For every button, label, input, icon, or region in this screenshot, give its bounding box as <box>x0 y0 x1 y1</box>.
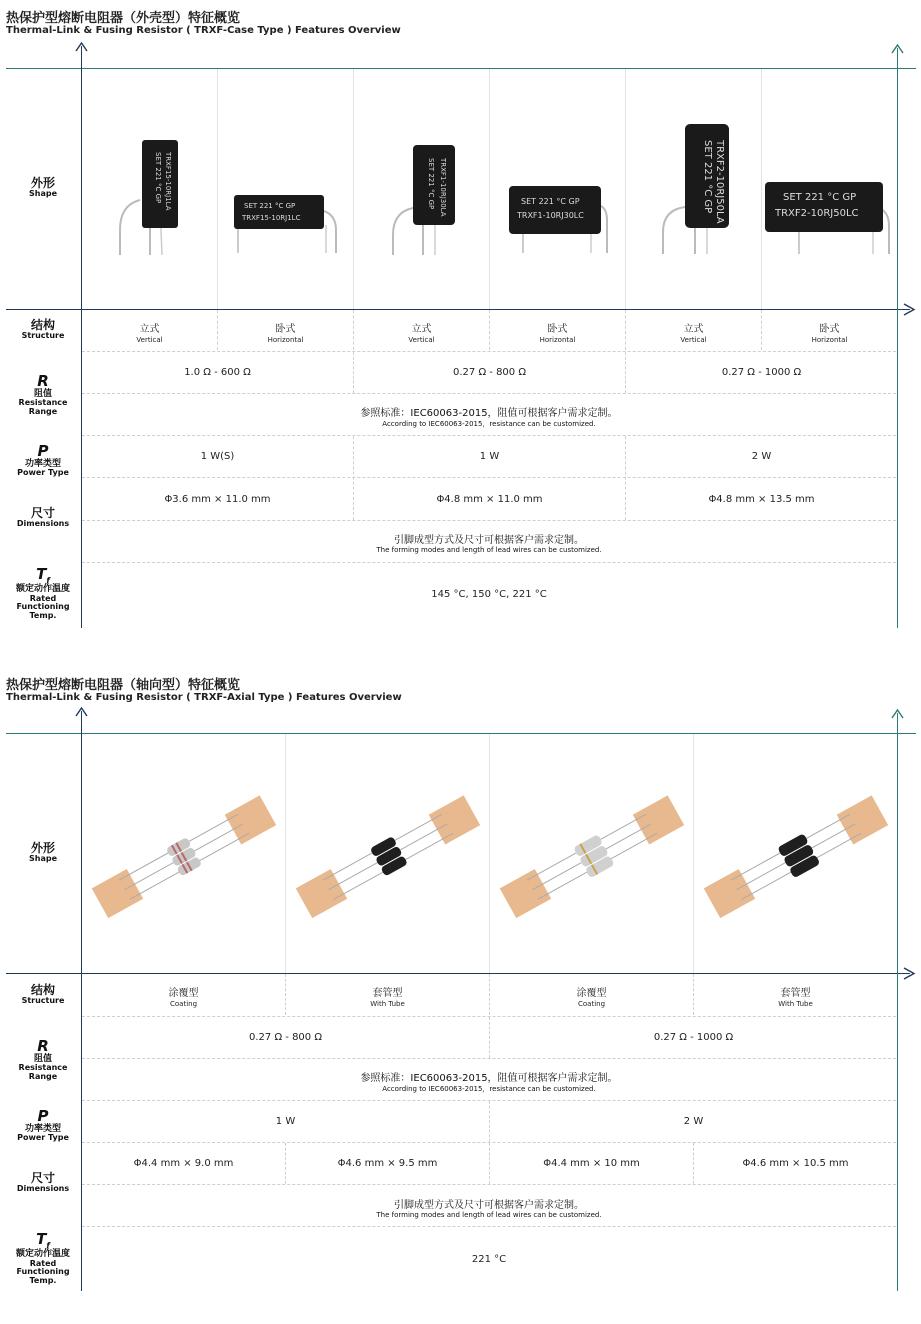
shape-label-cn: 外形 <box>30 841 55 855</box>
power-cell: 1 W <box>479 451 500 462</box>
structure-cell <box>762 320 897 344</box>
structure-cn: 立式 <box>139 324 160 335</box>
axial-dimensions-label <box>4 1172 82 1193</box>
product-marking: SET 221 °C GP <box>783 192 857 203</box>
structure-cn: 卧式 <box>275 324 296 335</box>
case-row-divider <box>82 393 896 394</box>
temp-symbol-sub: f <box>46 576 50 585</box>
structure-cell <box>354 320 489 344</box>
resistance-note <box>82 1069 896 1094</box>
structure-cn: 套管型 <box>780 988 811 999</box>
axial-title-cn: 热保护型熔断电阻器（轴向型）特征概览 <box>6 678 241 693</box>
structure-cell <box>218 320 353 344</box>
resistance-symbol: R <box>37 372 49 390</box>
case-photo-divider <box>625 69 626 309</box>
structure-label-cn: 结构 <box>30 983 55 997</box>
power-cell: 1 W <box>275 1116 296 1127</box>
power-symbol: P <box>37 1107 49 1125</box>
resistance-label-cn: 阻值 <box>33 1053 52 1064</box>
axial-type-section <box>0 665 921 1324</box>
axial-structure-label <box>4 984 82 1005</box>
resistance-label-en: Resistance <box>18 1063 68 1073</box>
dimensions-note-cn: 引脚成型方式及尺寸可根据客户需求定制。 <box>394 535 584 546</box>
temp-label-en: Rated <box>29 1258 57 1268</box>
temp-symbol-letter: T <box>36 1230 47 1248</box>
dimensions-note-en: The forming modes and length of lead wires can be customized. <box>376 546 602 554</box>
case-row-divider <box>82 435 896 436</box>
structure-cell <box>82 320 217 344</box>
product-marking: TRXF2-10RJ50LA <box>714 140 725 224</box>
case-x-axis <box>6 309 910 310</box>
case-dimensions-label <box>4 507 82 528</box>
temp-label-en: Temp. <box>29 610 57 620</box>
product-photo-vertical-small <box>110 130 190 260</box>
case-x-axis-arrow-icon <box>903 304 915 315</box>
product-marking: TRXF15-10RJ1LA <box>164 152 172 211</box>
structure-en: Horizontal <box>539 336 576 344</box>
case-photo-divider <box>217 69 218 309</box>
dimensions-cell: Φ4.4 mm × 10 mm <box>543 1158 640 1169</box>
case-y-axis-arrow-icon <box>76 42 87 52</box>
product-marking: SET 221 °C GP <box>427 158 435 210</box>
product-photo-coating-2 <box>493 780 689 930</box>
structure-cn: 涂覆型 <box>168 988 199 999</box>
axial-power-label <box>4 1109 82 1143</box>
case-power-label <box>4 444 82 478</box>
power-label-en: Power Type <box>17 468 69 478</box>
structure-cell <box>490 984 693 1008</box>
case-structure-label <box>4 319 82 340</box>
structure-en: Vertical <box>136 336 163 344</box>
axial-row-divider <box>82 1226 896 1227</box>
temp-symbol <box>4 1232 82 1250</box>
dimensions-note <box>82 1196 896 1219</box>
dimensions-note <box>82 531 896 554</box>
case-temp-label <box>4 567 82 620</box>
axial-title-en: Thermal-Link & Fusing Resistor ( TRXF-Axial Type ) Features Overview <box>6 692 402 703</box>
structure-en: Coating <box>169 1000 198 1008</box>
case-title-en: Thermal-Link & Fusing Resistor ( TRXF-Case Type ) Features Overview <box>6 25 401 36</box>
product-photo-coating-1 <box>85 780 281 930</box>
structure-cn: 涂覆型 <box>576 988 607 999</box>
axial-photo-divider <box>489 734 490 973</box>
product-photo-horizontal-medium <box>503 180 613 255</box>
structure-cell <box>82 984 285 1008</box>
axial-y-axis-arrow-icon <box>76 707 87 717</box>
temp-cell: 221 °C <box>471 1254 507 1265</box>
temp-label-cn: 额定动作温度 <box>15 1249 70 1260</box>
case-type-section <box>0 0 921 640</box>
case-photo-divider <box>761 69 762 309</box>
axial-top-rule <box>6 733 916 734</box>
resistance-cell: 1.0 Ω - 600 Ω <box>184 367 251 378</box>
resistance-cell: 0.27 Ω - 1000 Ω <box>721 367 802 378</box>
temp-label-en: Functioning <box>16 602 70 612</box>
structure-cell <box>286 984 489 1008</box>
power-cell: 2 W <box>751 451 772 462</box>
dimensions-label-cn: 尺寸 <box>30 506 55 520</box>
shape-label-cn: 外形 <box>30 176 55 190</box>
structure-cn: 套管型 <box>372 988 403 999</box>
temp-symbol <box>4 567 82 585</box>
structure-en: Vertical <box>680 336 707 344</box>
dimensions-cell: Φ4.6 mm × 9.5 mm <box>337 1158 438 1169</box>
structure-en: Coating <box>577 1000 606 1008</box>
case-title-cn: 热保护型熔断电阻器（外壳型）特征概览 <box>6 11 241 26</box>
temp-symbol-sub: f <box>46 1241 50 1250</box>
axial-right-axis <box>897 713 898 1291</box>
case-photo-divider <box>489 69 490 309</box>
resistance-symbol: R <box>37 1037 49 1055</box>
product-marking: TRXF15-10RJ1LC <box>242 214 301 222</box>
axial-temp-label <box>4 1232 82 1285</box>
temp-label-en: Functioning <box>16 1267 70 1277</box>
axial-right-axis-arrow-icon <box>892 709 903 719</box>
dimensions-cell: Φ3.6 mm × 11.0 mm <box>164 494 271 505</box>
dimensions-label-en: Dimensions <box>16 518 70 528</box>
structure-label-cn: 结构 <box>30 318 55 332</box>
structure-cn: 立式 <box>683 324 704 335</box>
structure-en: Vertical <box>408 336 435 344</box>
case-photo-divider <box>353 69 354 309</box>
product-marking: TRXF2-10RJ50LC <box>775 208 859 219</box>
temp-label-cn: 额定动作温度 <box>15 584 70 595</box>
structure-cn: 卧式 <box>819 324 840 335</box>
product-photo-vertical-medium <box>385 140 465 260</box>
dimensions-cell: Φ4.8 mm × 11.0 mm <box>436 494 543 505</box>
axial-x-axis <box>6 973 910 974</box>
power-label-en: Power Type <box>17 1133 69 1143</box>
structure-en: Horizontal <box>267 336 304 344</box>
structure-cn: 立式 <box>411 324 432 335</box>
case-top-rule <box>6 68 916 69</box>
product-marking: SET 221 °C GP <box>244 202 296 210</box>
resistance-cell: 0.27 Ω - 1000 Ω <box>653 1032 734 1043</box>
structure-label-en: Structure <box>21 330 65 340</box>
structure-en: With Tube <box>370 1000 405 1008</box>
case-shape-label <box>4 177 82 198</box>
axial-row-divider <box>82 1184 896 1185</box>
temp-symbol-letter: T <box>36 565 47 583</box>
structure-en: With Tube <box>778 1000 813 1008</box>
axial-row-divider <box>82 1058 896 1059</box>
product-photo-tube-1 <box>289 780 485 930</box>
resistance-note-en: According to IEC60063-2015，resistance can be customized. <box>382 420 596 428</box>
case-row-divider <box>82 477 896 478</box>
shape-label-en: Shape <box>28 188 57 198</box>
axial-photo-divider <box>285 734 286 973</box>
resistance-label-en: Range <box>28 406 58 416</box>
axial-resistance-label <box>4 1039 82 1081</box>
resistance-note <box>82 404 896 429</box>
structure-cell <box>694 984 897 1008</box>
resistance-note-en: According to IEC60063-2015，resistance can be customized. <box>382 1085 596 1093</box>
resistance-label-en: Range <box>28 1071 58 1081</box>
temp-label-en: Temp. <box>29 1275 57 1285</box>
resistance-note-cn: 参照标准：IEC60063-2015，阻值可根据客户需求定制。 <box>360 408 618 419</box>
resistance-note-cn: 参照标准：IEC60063-2015，阻值可根据客户需求定制。 <box>360 1073 618 1084</box>
dimensions-note-en: The forming modes and length of lead wires can be customized. <box>376 1211 602 1219</box>
product-marking: SET 221 °C GP <box>702 140 713 214</box>
product-marking: TRXF1-10RJ30LC <box>517 211 584 220</box>
case-resistance-label <box>4 374 82 416</box>
temp-label-en: Rated <box>29 593 57 603</box>
dimensions-label-cn: 尺寸 <box>30 1171 55 1185</box>
dimensions-cell: Φ4.6 mm × 10.5 mm <box>742 1158 849 1169</box>
dimensions-label-en: Dimensions <box>16 1183 70 1193</box>
structure-cell <box>626 320 761 344</box>
resistance-cell: 0.27 Ω - 800 Ω <box>249 1032 322 1043</box>
axial-x-axis-arrow-icon <box>903 968 915 979</box>
structure-en: Horizontal <box>811 336 848 344</box>
case-row-divider <box>82 351 896 352</box>
axial-photo-divider <box>693 734 694 973</box>
resistance-label-cn: 阻值 <box>33 388 52 399</box>
axial-shape-label <box>4 842 82 863</box>
product-marking: SET 221 °C GP <box>521 197 580 206</box>
structure-cell <box>490 320 625 344</box>
case-right-axis-arrow-icon <box>892 44 903 54</box>
power-cell: 2 W <box>683 1116 704 1127</box>
case-right-axis <box>897 48 898 628</box>
case-cell-divider <box>353 436 354 520</box>
product-photo-vertical-large <box>655 122 735 257</box>
product-photo-horizontal-large <box>763 178 893 256</box>
structure-cn: 卧式 <box>547 324 568 335</box>
case-row-divider <box>82 520 896 521</box>
case-cell-divider <box>625 436 626 520</box>
power-cell: 1 W(S) <box>200 451 235 462</box>
power-symbol: P <box>37 442 49 460</box>
resistance-cell: 0.27 Ω - 800 Ω <box>453 367 526 378</box>
dimensions-note-cn: 引脚成型方式及尺寸可根据客户需求定制。 <box>394 1200 584 1211</box>
resistance-label-en: Resistance <box>18 398 68 408</box>
temp-cell: 145 °C, 150 °C, 221 °C <box>431 589 547 600</box>
case-row-divider <box>82 562 896 563</box>
structure-label-en: Structure <box>21 995 65 1005</box>
product-marking: TRXF1-10RJ30LA <box>439 158 447 217</box>
dimensions-cell: Φ4.4 mm × 9.0 mm <box>133 1158 234 1169</box>
product-photo-horizontal-small <box>228 185 343 255</box>
product-marking: SET 221 °C GP <box>154 152 162 204</box>
product-photo-tube-2 <box>697 780 893 930</box>
shape-label-en: Shape <box>28 853 57 863</box>
power-label-cn: 功率类型 <box>24 1123 61 1134</box>
power-label-cn: 功率类型 <box>24 458 61 469</box>
dimensions-cell: Φ4.8 mm × 13.5 mm <box>708 494 815 505</box>
